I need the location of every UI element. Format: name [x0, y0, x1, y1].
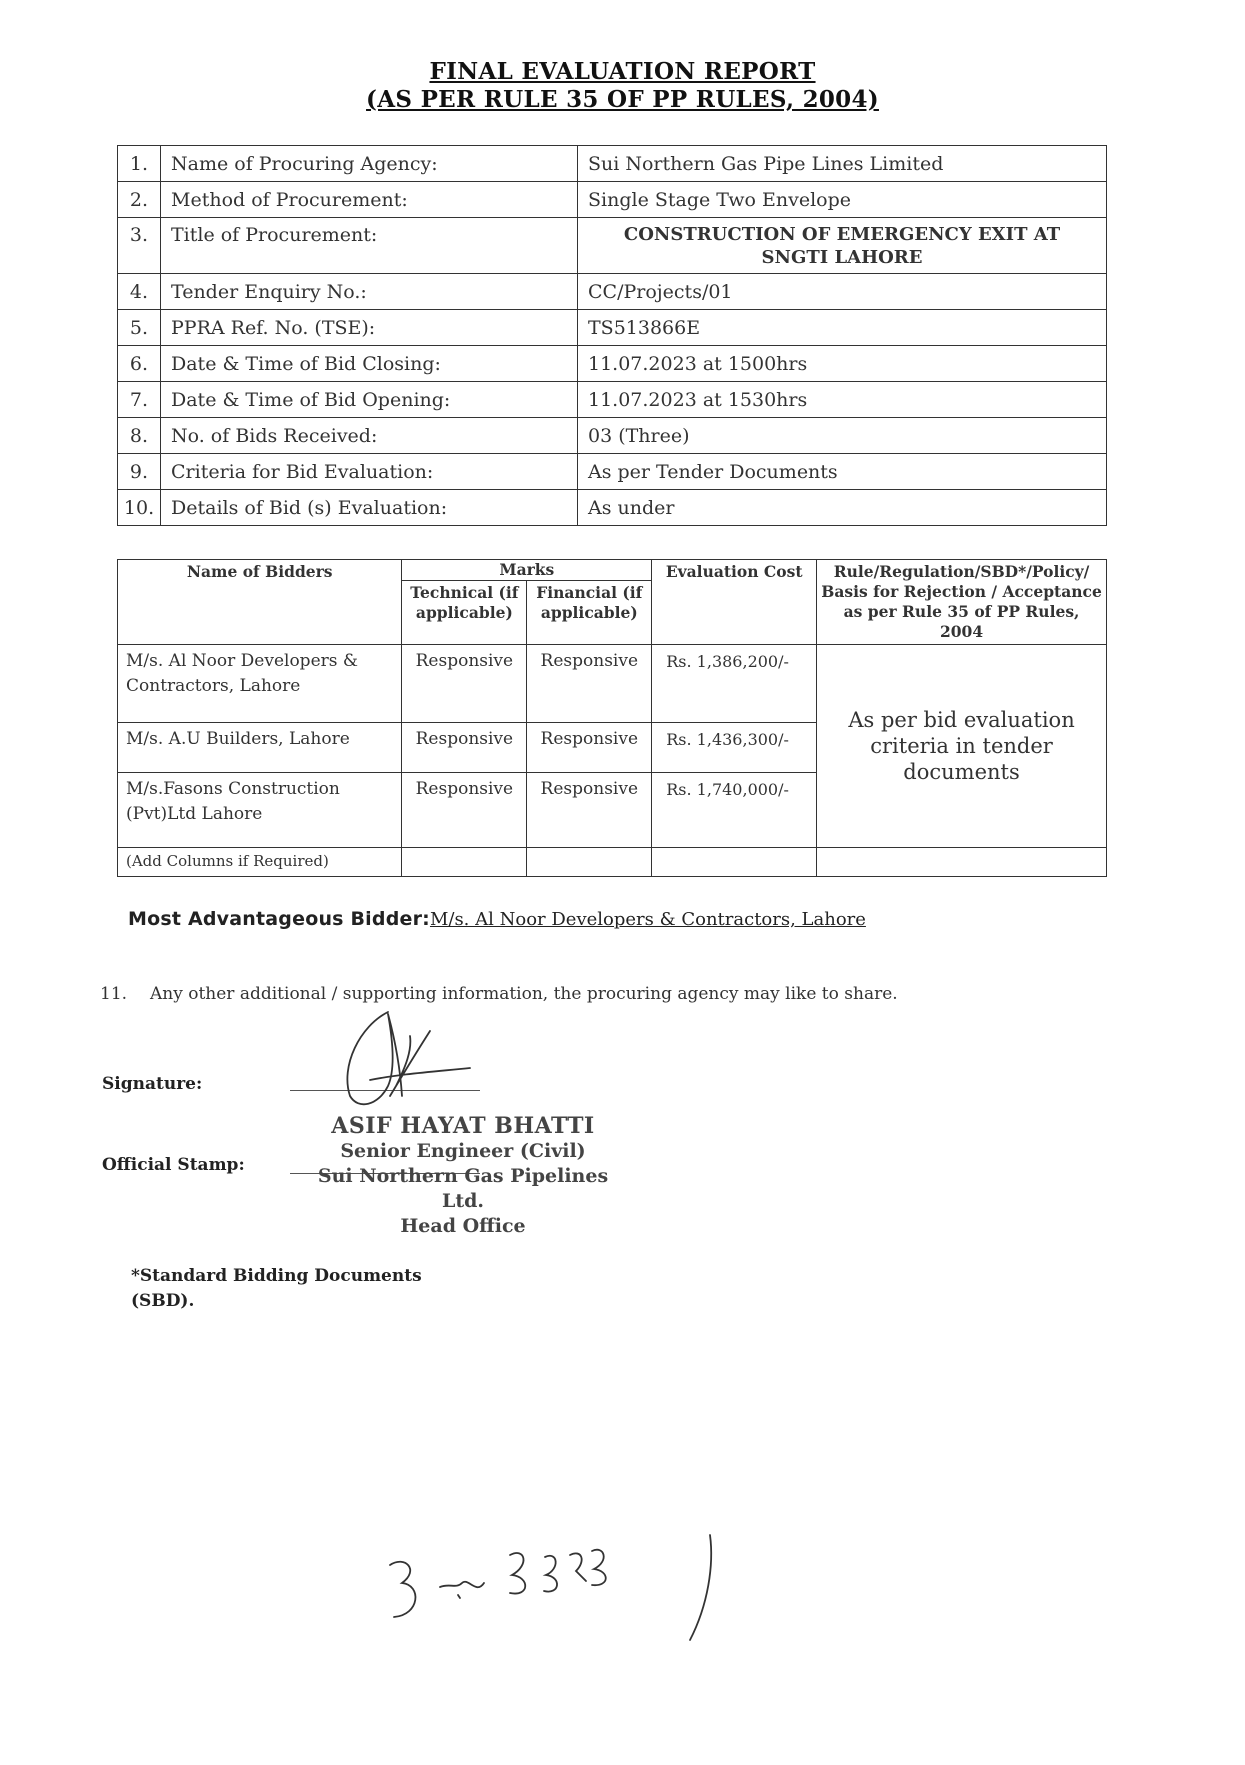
signature-label: Signature:	[102, 1074, 203, 1094]
info-row	[118, 146, 1107, 182]
info-row	[118, 182, 1107, 218]
most-advantageous-value: M/s. Al Noor Developers & Contractors, Lahore	[429, 909, 866, 930]
header-financial: Financial (if applicable)	[527, 581, 652, 645]
financial-status: Responsive	[527, 723, 652, 773]
row-number: 6.	[118, 346, 161, 382]
row-value: Single Stage Two Envelope	[578, 182, 1107, 218]
row-number: 1.	[118, 146, 161, 182]
bidder-name: M/s. A.U Builders, Lahore	[118, 723, 402, 773]
header-marks: Marks	[402, 560, 652, 581]
row-number: 10.	[118, 490, 161, 526]
stamp-office: Head Office	[400, 1215, 526, 1237]
row-label: PPRA Ref. No. (TSE):	[161, 310, 578, 346]
info-row	[118, 418, 1107, 454]
most-advantageous-bidder	[128, 908, 866, 930]
evaluation-cost: Rs. 1,740,000/-	[652, 773, 817, 848]
row-number: 7.	[118, 382, 161, 418]
stamp-designation: Senior Engineer (Civil)	[340, 1140, 586, 1162]
bidder-name: M/s.Fasons Construction (Pvt)Ltd Lahore	[118, 773, 402, 848]
table-row	[118, 848, 1107, 877]
row-number: 9.	[118, 454, 161, 490]
handwritten-note	[380, 1525, 800, 1645]
footnote	[131, 1264, 422, 1314]
row-label: Date & Time of Bid Opening:	[161, 382, 578, 418]
row-label: No. of Bids Received:	[161, 418, 578, 454]
row-number: 4.	[118, 274, 161, 310]
official-stamp	[298, 1114, 628, 1239]
row-label: Title of Procurement:	[161, 218, 578, 274]
row-value: 11.07.2023 at 1530hrs	[578, 382, 1107, 418]
procurement-info-table	[117, 145, 1107, 526]
financial-status: Responsive	[527, 645, 652, 723]
item-11	[100, 984, 898, 1004]
evaluation-cost: Rs. 1,436,300/-	[652, 723, 817, 773]
stamp-name: ASIF HAYAT BHATTI	[331, 1113, 595, 1139]
row-value: 03 (Three)	[578, 418, 1107, 454]
row-label: Tender Enquiry No.:	[161, 274, 578, 310]
row-label: Method of Procurement:	[161, 182, 578, 218]
row-value: As under	[578, 490, 1107, 526]
info-row	[118, 346, 1107, 382]
row-value: As per Tender Documents	[578, 454, 1107, 490]
bidder-name: M/s. Al Noor Developers & Contractors, Lahore	[118, 645, 402, 723]
table-row	[118, 645, 1107, 723]
row-number: 5.	[118, 310, 161, 346]
stamp-company: Sui Northern Gas Pipelines Ltd.	[317, 1165, 609, 1212]
report-subtitle: (AS PER RULE 35 OF PP RULES, 2004)	[366, 86, 879, 113]
info-row	[118, 218, 1107, 274]
row-label: Name of Procuring Agency:	[161, 146, 578, 182]
most-advantageous-label: Most Advantageous Bidder:	[128, 908, 430, 930]
info-row	[118, 382, 1107, 418]
financial-status: Responsive	[527, 773, 652, 848]
header-technical: Technical (if applicable)	[402, 581, 527, 645]
info-row	[118, 454, 1107, 490]
header-evaluation-cost: Evaluation Cost	[652, 560, 817, 645]
row-label: Details of Bid (s) Evaluation:	[161, 490, 578, 526]
row-value: CONSTRUCTION OF EMERGENCY EXIT AT SNGTI LAHORE	[578, 218, 1107, 274]
row-number: 3.	[118, 218, 161, 274]
evaluation-cost: Rs. 1,386,200/-	[652, 645, 817, 723]
row-value: 11.07.2023 at 1500hrs	[578, 346, 1107, 382]
info-row	[118, 274, 1107, 310]
technical-status: Responsive	[402, 773, 527, 848]
bid-evaluation-table	[117, 559, 1107, 877]
info-row	[118, 490, 1107, 526]
row-number: 8.	[118, 418, 161, 454]
info-row	[118, 310, 1107, 346]
technical-status: Responsive	[402, 645, 527, 723]
add-columns-note: (Add Columns if Required)	[118, 848, 402, 877]
row-value: Sui Northern Gas Pipe Lines Limited	[578, 146, 1107, 182]
row-value: TS513866E	[578, 310, 1107, 346]
header-bidder-name: Name of Bidders	[118, 560, 402, 645]
row-value: CC/Projects/01	[578, 274, 1107, 310]
item-11-text: Any other additional / supporting information, the procuring agency may like to share.	[150, 984, 898, 1004]
row-label: Date & Time of Bid Closing:	[161, 346, 578, 382]
header-basis: Rule/Regulation/SBD*/Policy/ Basis for Rejection / Acceptance as per Rule 35 of PP Rules, 2004	[817, 560, 1107, 645]
report-title: FINAL EVALUATION REPORT	[429, 58, 816, 85]
handwritten-signature	[330, 1006, 480, 1106]
footnote-line-2: (SBD).	[131, 1291, 195, 1311]
item-11-number: 11.	[100, 984, 128, 1004]
footnote-line-1: *Standard Bidding Documents	[131, 1266, 422, 1286]
row-label: Criteria for Bid Evaluation:	[161, 454, 578, 490]
row-number: 2.	[118, 182, 161, 218]
official-stamp-label: Official Stamp:	[102, 1155, 245, 1175]
technical-status: Responsive	[402, 723, 527, 773]
basis-text: As per bid evaluation criteria in tender documents	[817, 645, 1107, 848]
